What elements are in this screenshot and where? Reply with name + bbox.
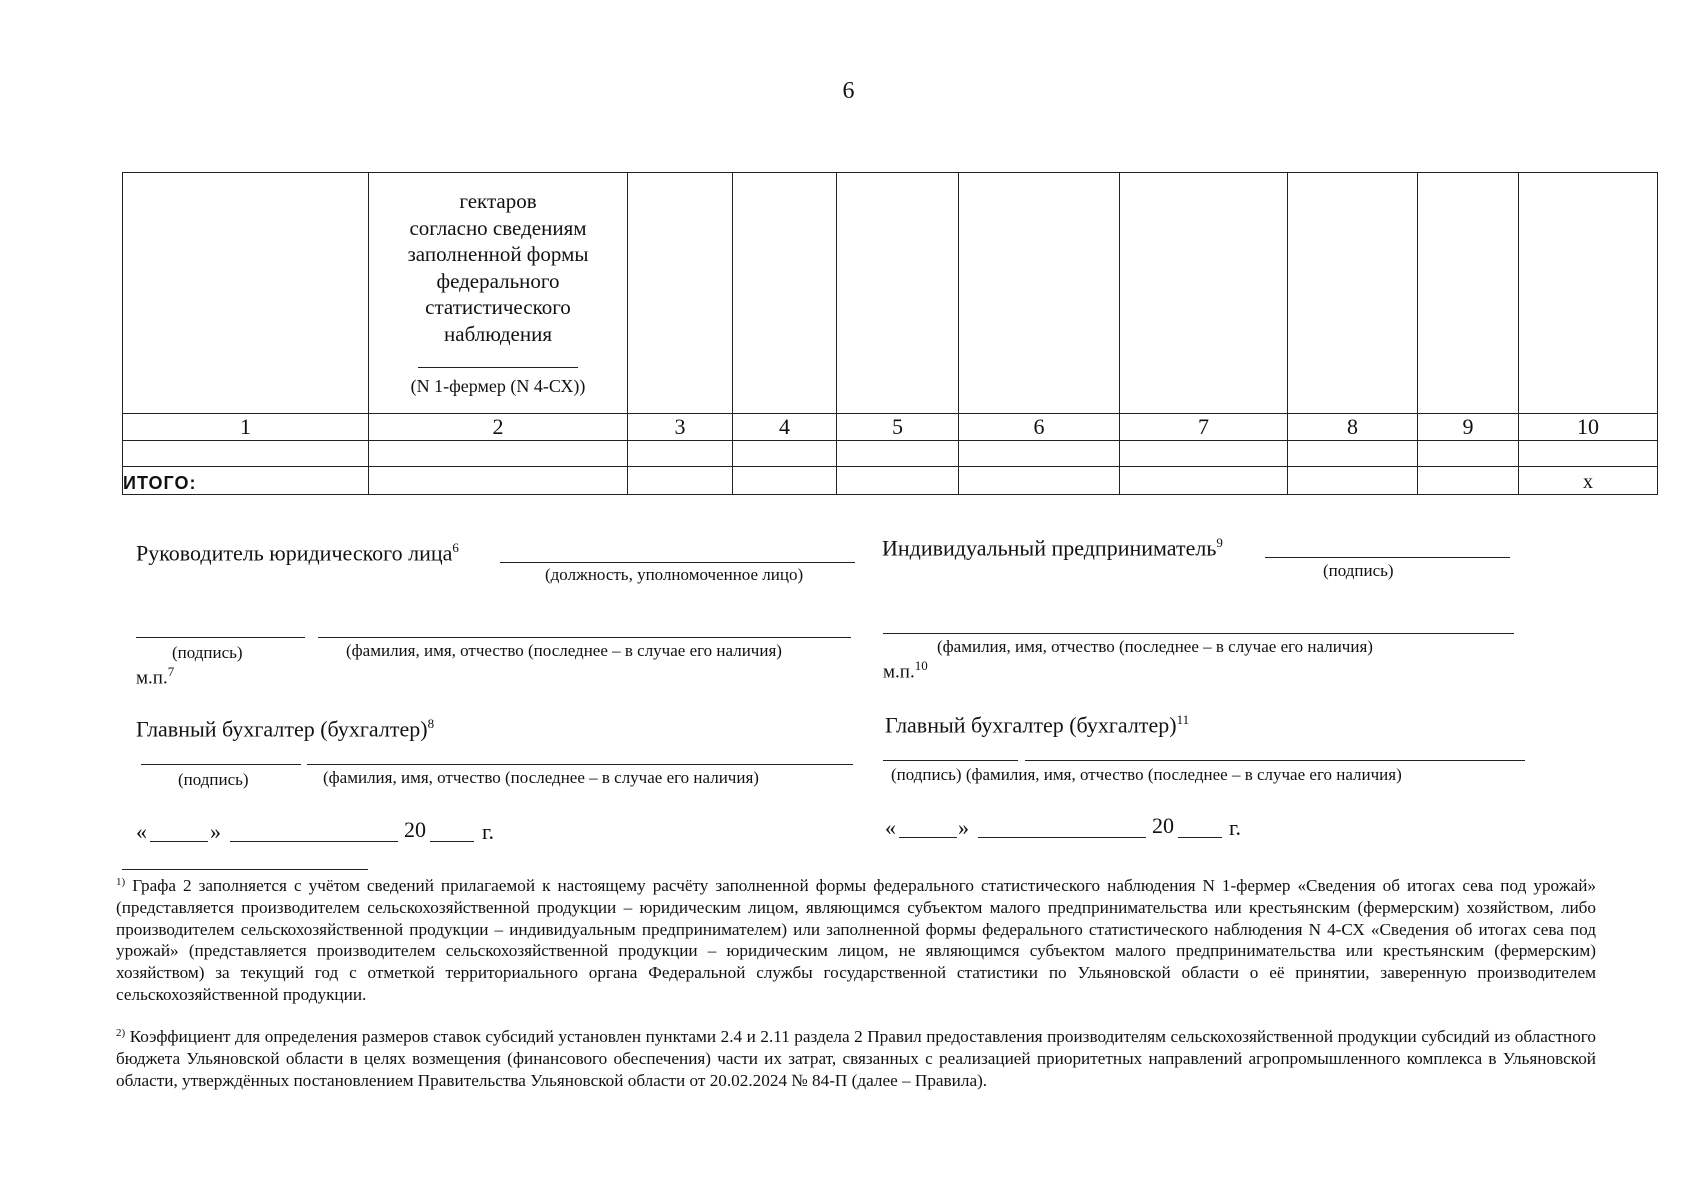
column-number: 10 [1519, 414, 1658, 441]
left-date-suffix: г. [482, 819, 495, 844]
header-col2-underline [418, 367, 578, 368]
left-seal-footnote-ref: 7 [167, 664, 175, 679]
right-accountant-label [885, 712, 1189, 738]
table-row [123, 441, 1658, 467]
right-accountant-caption: (подпись) (фамилия, имя, отчество (последнее – в случае его наличия) [891, 765, 1402, 784]
entrepreneur-fio-field[interactable] [883, 633, 1514, 634]
table-header-row [123, 173, 1658, 414]
right-accountant-footnote-ref: 11 [1176, 712, 1190, 727]
table-cell[interactable] [1288, 441, 1418, 467]
column-number: 9 [1418, 414, 1519, 441]
table-cell[interactable] [1418, 441, 1519, 467]
total-cell[interactable] [837, 467, 959, 495]
left-accountant-fio-caption: (фамилия, имя, отчество (последнее – в случае его наличия) [323, 768, 759, 787]
footnote-1-text: Графа 2 заполняется с учётом сведений прилагаемой к настоящему расчёту заполненной формы федерального статистического наблюдения N 1-фермер «Сведения об итогах сева под урожай» (представляется производителем сельскохозяйственной продукции – юридическим лицом, являющимся субъектом малого предпринимательства или крестьянским (фермерским) хозяйством, либо производителем сельскохозяйственной продукции – индивидуальным предпринимателем) или заполненной формы федерального статистического наблюдения N 4-СХ «Сведения об итогах сева под урожай» (представляется производителем сельскохозяйственной продукции – юридическим лицом, не являющимся субъектом малого предпринимательства или крестьянским (фермерским) хозяйством) за текущий год с отметкой территориального органа Федеральной службы государственной статистики по Ульяновской области о её принятии, заверенную производителем сельскохозяйственной продукции. [116, 876, 1597, 1004]
total-label: ИТОГО: [123, 467, 369, 495]
column-number: 7 [1120, 414, 1288, 441]
position-field[interactable] [500, 562, 855, 563]
footnote-separator [122, 869, 368, 870]
right-date-suffix: г. [1229, 815, 1242, 840]
table-cell[interactable] [837, 441, 959, 467]
header-col2-line: гектаров [459, 189, 537, 213]
header-cell-6 [959, 173, 1120, 414]
header-col2-line: заполненной формы [407, 242, 589, 266]
footnote-2-text: Коэффициент для определения размеров ставок субсидий установлен пунктами 2.4 и 2.11 раздела 2 Правил предоставления производителям сельскохозяйственной продукции субсидий из областного бюджета Ульяновской области в целях возмещения (финансового обеспечения) части их затрат, связанных с реализацией приоритетных направлений агропромышленного комплекса в Ульяновской области, утверждённых постановлением Правительства Ульяновской области от 20.02.2024 № 84-П (далее – Правила). [116, 1027, 1597, 1090]
header-cell-7 [1120, 173, 1288, 414]
left-date-year: 20 [404, 817, 426, 842]
head-label [136, 540, 459, 566]
entrepreneur-signature-field[interactable] [1265, 557, 1510, 558]
left-accountant-signature-field[interactable] [141, 764, 301, 765]
header-cell-2 [369, 173, 628, 414]
header-cell-3 [628, 173, 733, 414]
header-col2-line: статистического [425, 295, 571, 319]
total-cell[interactable] [369, 467, 628, 495]
header-cell-8 [1288, 173, 1418, 414]
total-cell[interactable] [959, 467, 1120, 495]
table-cell[interactable] [628, 441, 733, 467]
right-date-close: » [958, 815, 969, 840]
total-cell[interactable] [733, 467, 837, 495]
column-number: 3 [628, 414, 733, 441]
right-date-year: 20 [1152, 813, 1174, 838]
head-label-text: Руководитель юридического лица [136, 540, 453, 566]
footnote-1 [116, 872, 1596, 1006]
header-cell-9 [1418, 173, 1519, 414]
left-date-month-field[interactable] [230, 841, 398, 842]
table-cell[interactable] [959, 441, 1120, 467]
footnote-2-mark: 2) [116, 1027, 126, 1039]
calculation-table [122, 172, 1658, 495]
column-number: 6 [959, 414, 1120, 441]
column-number: 8 [1288, 414, 1418, 441]
header-cell-10 [1519, 173, 1658, 414]
left-date-day-field[interactable] [150, 841, 208, 842]
right-accountant-fio-field[interactable] [1025, 760, 1525, 761]
left-date-close: » [210, 819, 221, 844]
header-col2-line: наблюдения [444, 321, 552, 346]
total-x-mark: х [1519, 467, 1658, 495]
right-date-open: « [885, 815, 896, 840]
column-number: 5 [837, 414, 959, 441]
right-seal-text: м.п. [883, 661, 915, 683]
total-row [123, 467, 1658, 495]
header-col2-form: (N 1-фермер (N 4-СХ)) [410, 376, 586, 396]
right-seal [883, 658, 928, 683]
right-accountant-label-text: Главный бухгалтер (бухгалтер) [885, 712, 1177, 738]
left-date-year-field[interactable] [430, 841, 474, 842]
footnote-2 [116, 1023, 1596, 1091]
entrepreneur-fio-caption: (фамилия, имя, отчество (последнее – в случае его наличия) [937, 637, 1373, 656]
column-number-row [123, 414, 1658, 441]
page-number: 6 [842, 78, 855, 104]
right-date-day-field[interactable] [899, 837, 957, 838]
entrepreneur-label-text: Индивидуальный предприниматель [882, 535, 1217, 561]
total-cell[interactable] [1418, 467, 1519, 495]
header-col2-line: федерального [436, 268, 560, 293]
head-fio-caption: (фамилия, имя, отчество (последнее – в случае его наличия) [346, 641, 782, 660]
right-accountant-signature-field[interactable] [883, 760, 1018, 761]
entrepreneur-signature-caption: (подпись) [1323, 561, 1394, 580]
entrepreneur-footnote-ref: 9 [1216, 535, 1223, 550]
table-cell[interactable] [123, 441, 369, 467]
left-accountant-label-text: Главный бухгалтер (бухгалтер) [136, 716, 428, 742]
head-footnote-ref: 6 [452, 540, 459, 555]
total-cell[interactable] [628, 467, 733, 495]
position-caption: (должность, уполномоченное лицо) [545, 565, 804, 584]
table-cell[interactable] [1519, 441, 1658, 467]
header-cell-4 [733, 173, 837, 414]
left-accountant-fio-field[interactable] [307, 764, 853, 765]
head-signature-caption: (подпись) [172, 643, 243, 662]
right-date-year-field[interactable] [1178, 837, 1222, 838]
total-cell[interactable] [1288, 467, 1418, 495]
header-cell-5 [837, 173, 959, 414]
header-cell-1 [123, 173, 369, 414]
column-number: 2 [369, 414, 628, 441]
left-accountant-signature-caption: (подпись) [178, 770, 249, 789]
head-fio-field[interactable] [318, 637, 851, 638]
header-col2-line: согласно сведениям [409, 215, 587, 240]
right-seal-footnote-ref: 10 [914, 658, 928, 673]
table-cell[interactable] [733, 441, 837, 467]
left-accountant-footnote-ref: 8 [427, 716, 435, 731]
left-date-open: « [136, 819, 147, 844]
total-cell[interactable] [1120, 467, 1288, 495]
column-number: 1 [123, 414, 369, 441]
table-cell[interactable] [1120, 441, 1288, 467]
left-seal-text: м.п. [136, 667, 168, 689]
header-col2-text [369, 188, 627, 347]
column-number: 4 [733, 414, 837, 441]
left-seal [136, 664, 174, 689]
left-accountant-label [136, 716, 434, 742]
head-signature-field[interactable] [136, 637, 305, 638]
table-cell[interactable] [369, 441, 628, 467]
right-date-month-field[interactable] [978, 837, 1146, 838]
entrepreneur-label [882, 535, 1223, 561]
footnote-1-mark: 1) [116, 876, 126, 888]
